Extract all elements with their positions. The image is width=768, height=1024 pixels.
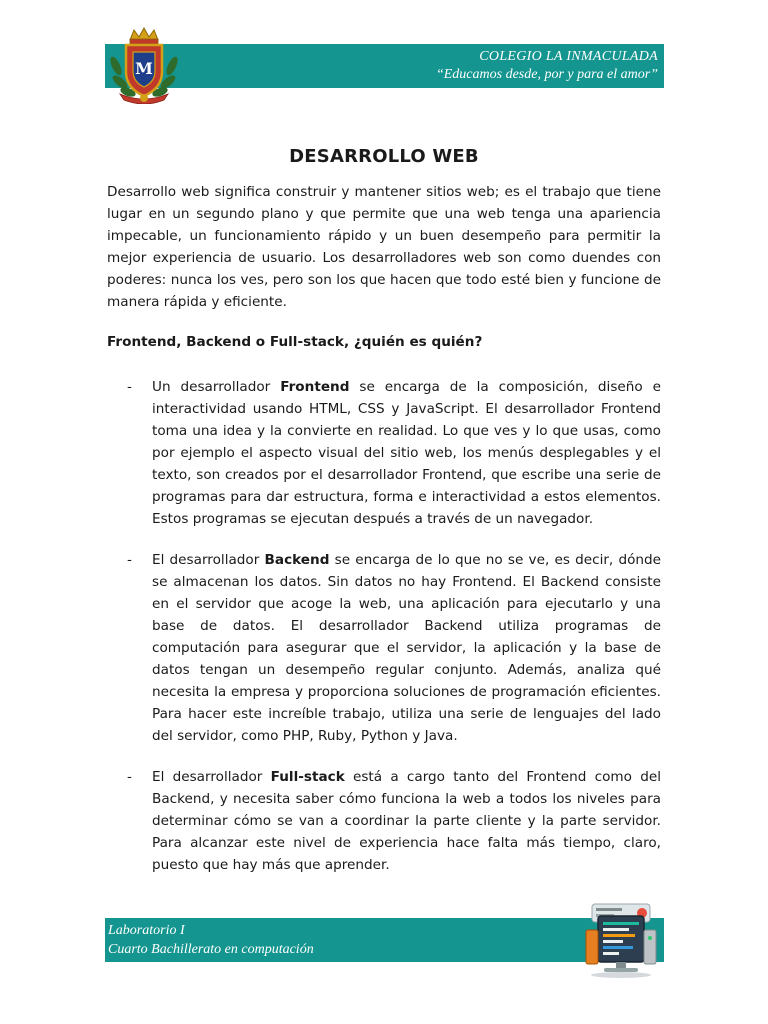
list-dash: - (127, 379, 132, 395)
item-text-after: está a cargo tanto del Frontend como del Backend, y necesita saber cómo funciona la web a todos los niveles para determinar cómo se van a coordinar la parte cliente y la parte servidor. Para alcanzar este nivel de experiencia hace falta más tiempo, claro, puesto que hay más que aprender. (152, 769, 661, 873)
item-text-before: El desarrollador (152, 552, 265, 568)
svg-text:M: M (135, 59, 153, 78)
footer-bar (105, 918, 664, 962)
school-name: COLEGIO LA INMACULADA (479, 49, 658, 64)
developer-workstation-icon (584, 900, 658, 978)
footer-text (108, 921, 314, 959)
footer-course: Laboratorio I (108, 923, 185, 938)
list-dash: - (127, 552, 132, 568)
item-keyword: Frontend (280, 379, 350, 395)
item-keyword: Backend (264, 552, 330, 568)
document-title: DESARROLLO WEB (289, 146, 479, 167)
intro-paragraph: Desarrollo web significa construir y mantener sitios web; es el trabajo que tiene lugar en un segundo plano y que permite que una web tenga una apariencia impecable, un funcionamiento rápido y un buen desempeño para permitir la mejor experiencia de usuario. Los desarrolladores web son como duendes con poderes: nunca los ves, pero son los que hacen que todo esté bien y funcione de manera rápida y eficiente. (107, 184, 661, 310)
item-keyword: Full-stack (270, 769, 345, 785)
item-text-before: Un desarrollador (152, 379, 281, 395)
item-text-after: se encarga de lo que no se ve, es decir, dónde se almacenan los datos. Sin datos no hay Frontend. El Backend consiste en el servidor que acoge la web, una aplicación para ejecutarlo y una base de datos. El desarrollador Backend utiliza programas de computación para asegurar que el servidor, la aplicación y la base de datos tengan un desempeño regular conjunto. Además, analiza qué necesita la empresa y proporciona soluciones de programación eficientes. Para hacer este increíble trabajo, utiliza una serie de lenguajes del lado del servidor, como PHP, Ruby, Python y Java. (152, 552, 661, 744)
item-text-before: El desarrollador (152, 769, 271, 785)
item-text-after: se encarga de la composición, diseño e interactividad usando HTML, CSS y JavaScript. El desarrollador Frontend toma una idea y la convierte en realidad. Lo que ves y lo que usas, como por ejemplo el aspecto visual del sitio web, los menús desplegables y el texto, son creados por el desarrollador Frontend, que escribe una serie de programas para dar estructura, forma e interactividad a estos elementos. Estos programas se ejecutan después a través de un navegador. (152, 379, 661, 527)
list-item-text (152, 376, 661, 530)
list-item-text (152, 766, 661, 876)
footer-grade: Cuarto Bachillerato en computación (108, 942, 314, 957)
header-bar (105, 44, 664, 88)
school-motto: “Educamos desde, por y para el amor” (435, 67, 658, 82)
section-subtitle: Frontend, Backend o Full-stack, ¿quién es quién? (107, 334, 483, 350)
school-crest-icon (106, 26, 182, 104)
list-item-text (152, 549, 661, 747)
list-dash: - (127, 769, 132, 785)
header-text (436, 48, 658, 84)
